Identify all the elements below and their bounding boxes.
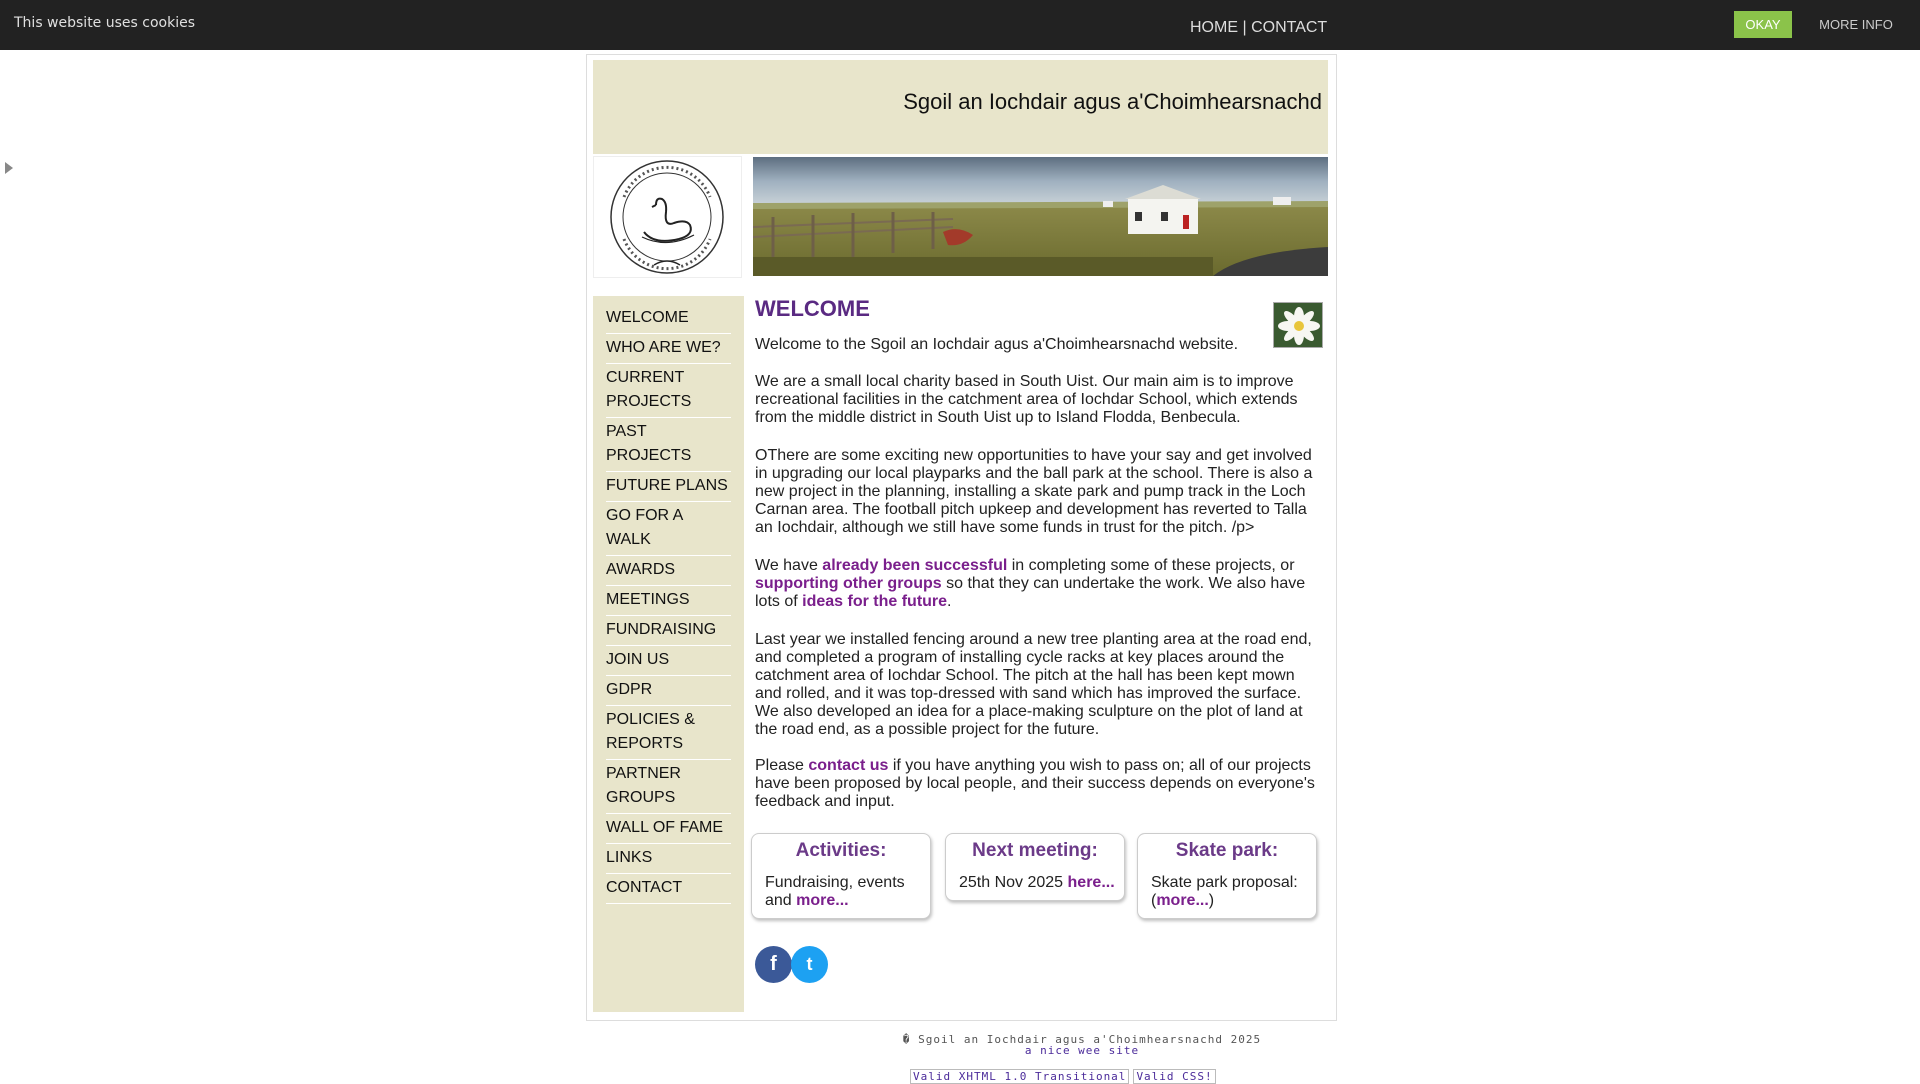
skate-park-suffix: ) [1208,892,1215,909]
swan-logo-icon [594,157,741,277]
already-successful-link[interactable]: already been successful [822,557,1008,574]
valid-css-badge[interactable]: Valid CSS! [1133,1069,1215,1084]
contact-paragraph [755,757,1315,811]
sidebar-item-policies-reports[interactable]: POLICIES & REPORTS [606,706,731,760]
sidebar-item-awards[interactable]: AWARDS [606,556,731,586]
last-year-paragraph: Last year we installed fencing around a new tree planting area at the road end, and completed a program of installing cycle racks at key places around the catchment area of Iochdar School. The pitch at the hall has been kept mown and rolled, and it was top-dressed with sand which has improved the surface. We also developed an idea for a place-making sculpture on the plot of land at the road end, as a possible project for the future. [755,631,1312,738]
projects-text-1: We have [755,557,823,574]
next-meeting-title: Next meeting: [972,840,1098,861]
intro-text: Welcome to the Sgoil an Iochdair agus a'Choimhearsnachd website. [755,336,1239,353]
skate-park-body [1151,874,1311,910]
skate-park-text: Skate park proposal: ( [1151,874,1298,909]
sidebar-item-current-projects[interactable]: CURRENT PROJECTS [606,364,731,418]
footer-credit-link[interactable]: a nice wee site [1024,1044,1140,1057]
activities-text: Fundraising, events and [765,874,905,909]
sidebar-item-partner-groups[interactable]: PARTNER GROUPS [606,760,731,814]
opportunities-paragraph: OThere are some exciting new opportunities to have your say and get involved in upgrading our local playparks and the ball park at the school. There is also a new project in the planning, installing a skate park and pump track in the Loch Carnan area. The football pitch upkeep and development has reverted to Talla an Iochdair, although we still have some funds in trust for the pitch. /p> [755,447,1313,536]
skate-park-box [1137,833,1317,919]
projects-paragraph [755,557,1315,611]
cookie-okay-button[interactable]: OKAY [1734,11,1792,38]
supporting-groups-link[interactable]: supporting other groups [755,575,942,592]
activities-title: Activities: [795,840,887,861]
sidebar-item-gdpr[interactable]: GDPR [606,676,731,706]
activities-body [765,874,925,910]
sidebar-item-meetings[interactable]: MEETINGS [606,586,731,616]
next-meeting-box [945,833,1125,901]
contact-text-1: Please [755,757,809,774]
sidebar-item-fundraising[interactable]: FUNDRAISING [606,616,731,646]
cookie-bar [0,0,1920,50]
site-logo[interactable] [593,156,742,278]
ideas-future-link[interactable]: ideas for the future [802,593,948,610]
next-meeting-body [959,874,1119,892]
projects-text-3: so that they can undertake the work. We also have lots of [755,575,1306,610]
validation-badges [910,1069,1220,1084]
sidebar-item-who-are-we[interactable]: WHO ARE WE? [606,334,731,364]
top-nav-contact-link[interactable]: CONTACT [1251,19,1328,36]
projects-text-4: . [947,593,952,610]
contact-us-link[interactable]: contact us [808,757,889,774]
sidebar-item-welcome[interactable]: WELCOME [606,304,731,334]
top-nav [1190,19,1327,37]
sidebar-item-go-for-a-walk[interactable]: GO FOR A WALK [606,502,731,556]
sidebar-item-past-projects[interactable]: PAST PROJECTS [606,418,731,472]
cookie-message: This website uses cookies [14,15,196,31]
about-paragraph: We are a small local charity based in South Uist. Our main aim is to improve recreational facilities in the catchment area of Iochdar School, which extends from the middle district in South Uist up to Island Flodda, Benbecula. [755,373,1298,426]
valid-xhtml-badge[interactable]: Valid XHTML 1.0 Transitional [910,1069,1129,1084]
top-nav-separator: | [1242,19,1247,36]
sidebar-item-contact[interactable]: CONTACT [606,874,731,904]
footer-copyright: � Sgoil an Iochdair agus a'Choimhearsnachd 2025 [902,1033,1262,1046]
contact-text-2: if you have anything you wish to pass on; all of our projects have been proposed by local people, and their success depends on everyone's feedback and input. [755,757,1315,810]
site-title: Sgoil an Iochdair agus a'Choimhearsnachd [903,89,1322,114]
activities-more-link[interactable]: more... [796,892,849,909]
sidebar-nav [606,304,731,904]
skate-park-title: Skate park: [1175,840,1279,861]
cookie-more-info-link[interactable]: MORE INFO [1819,17,1893,32]
expand-arrow-icon[interactable] [5,162,13,174]
twitter-icon[interactable]: t [791,946,828,983]
sidebar-item-join-us[interactable]: JOIN US [606,646,731,676]
header-banner [593,60,1328,154]
sidebar-item-links[interactable]: LINKS [606,844,731,874]
top-nav-home-link[interactable]: HOME [1190,19,1238,36]
next-meeting-date: 25th Nov 2025 [959,874,1068,891]
page-title: WELCOME [755,296,870,321]
sidebar [593,296,744,1012]
projects-text-2: in completing some of these projects, or [1007,557,1295,574]
skate-park-more-link[interactable]: more... [1156,892,1209,909]
activities-box [751,833,931,919]
sidebar-item-future-plans[interactable]: FUTURE PLANS [606,472,731,502]
next-meeting-here-link[interactable]: here... [1067,874,1115,891]
facebook-icon[interactable]: f [755,946,792,983]
sidebar-item-wall-of-fame[interactable]: WALL OF FAME [606,814,731,844]
hero-landscape-image [753,157,1328,276]
